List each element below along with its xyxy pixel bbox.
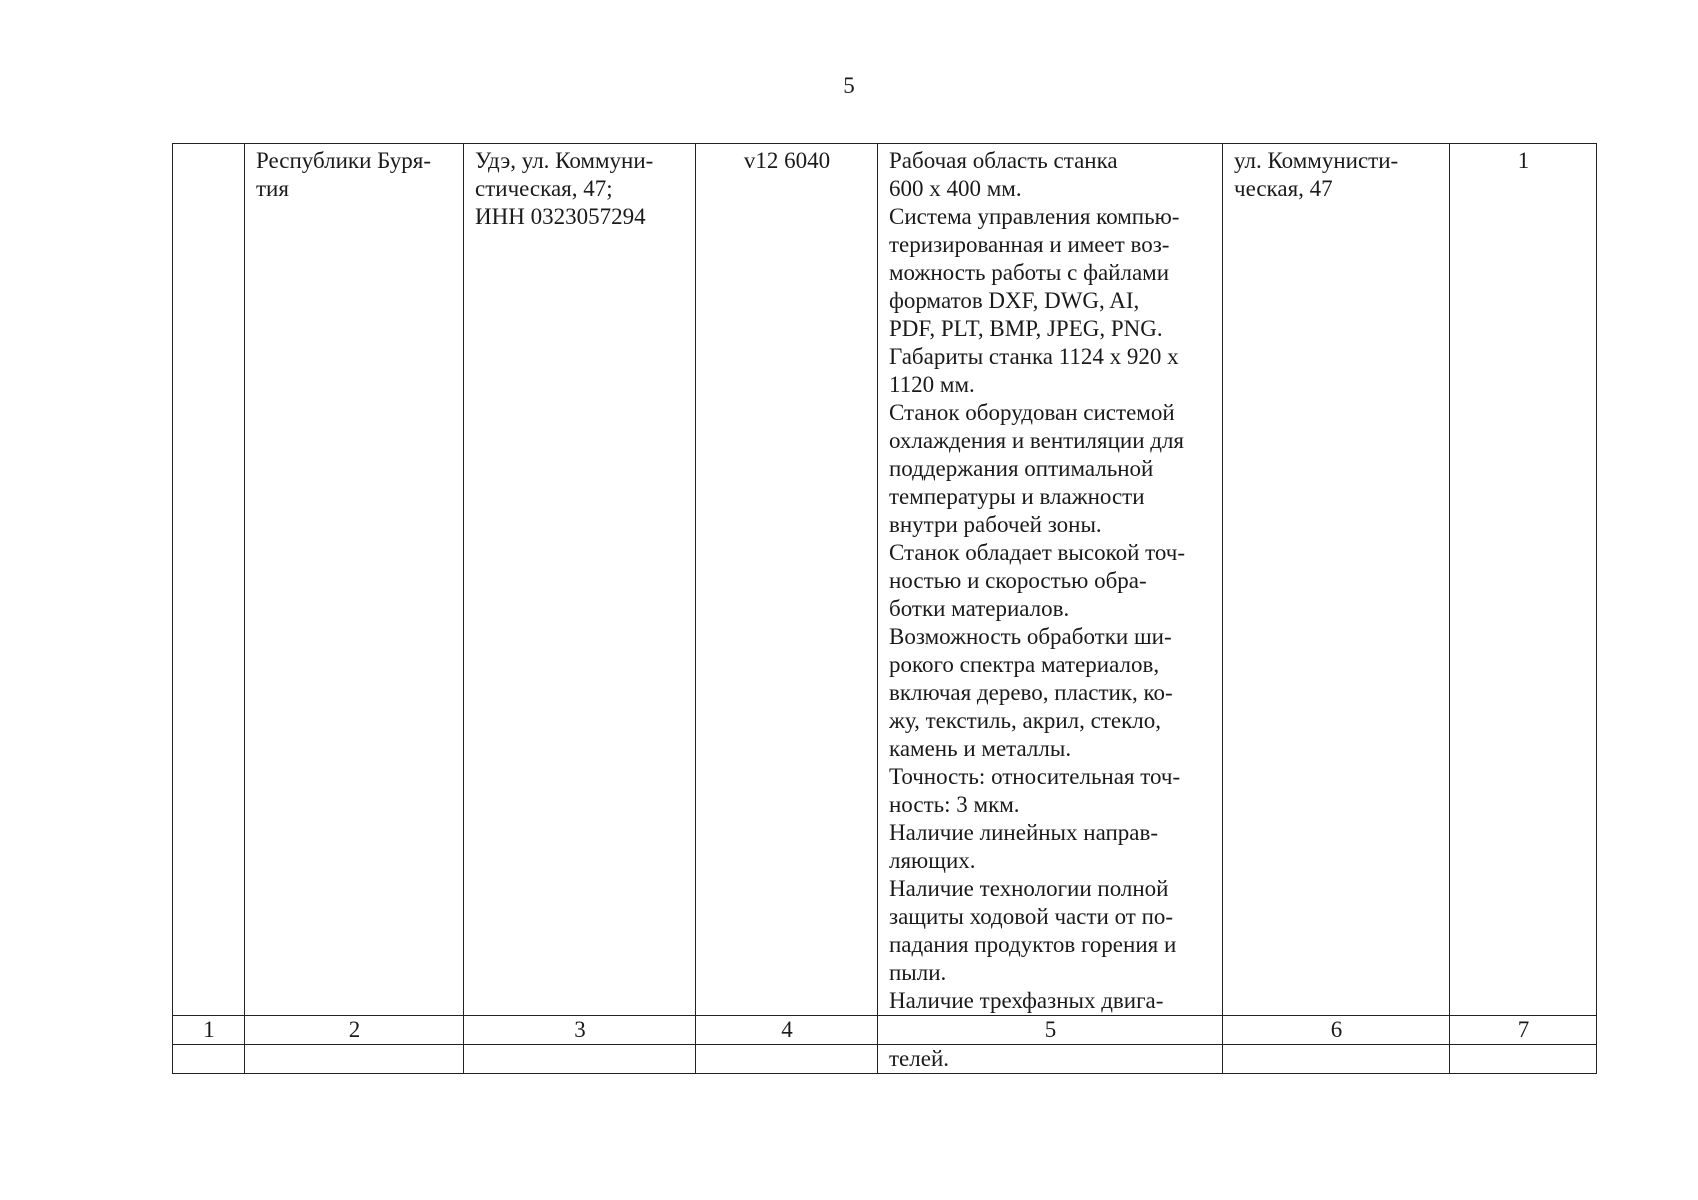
text-line: камень и металлы. (889, 736, 1072, 761)
cell-address (464, 144, 696, 1016)
text-line: Наличие технологии полной (889, 876, 1169, 901)
text-line: ляющих. (889, 848, 976, 873)
text-line: 600 х 400 мм. (889, 176, 1022, 201)
empty-cell (464, 1045, 696, 1074)
column-numbers-row (173, 1016, 1597, 1045)
text-line: 1120 мм. (889, 372, 975, 397)
text-line: защиты ходовой части от по- (889, 904, 1174, 929)
text-line: теризированная и имеет воз- (889, 232, 1170, 257)
text-line: пыли. (889, 960, 947, 985)
text-line: Удэ, ул. Коммуни- (475, 148, 654, 173)
empty-cell (173, 1045, 245, 1074)
cell-description-continued: телей. (878, 1045, 1223, 1074)
text-line: ность: 3 мкм. (889, 792, 1020, 817)
column-number: 1 (173, 1016, 245, 1045)
text-line: внутри рабочей зоны. (889, 512, 1102, 537)
cell-location (1223, 144, 1450, 1016)
text-line: ностью и скоростью обра- (889, 568, 1147, 593)
column-number: 6 (1223, 1016, 1450, 1045)
text-line: стическая, 47; (475, 176, 613, 201)
cell-quantity: 1 (1450, 144, 1597, 1016)
text-line: можность работы с файлами (889, 260, 1170, 285)
text-line: Габариты станка 1124 х 920 х (889, 344, 1179, 369)
column-number: 4 (696, 1016, 878, 1045)
cell-region (245, 144, 464, 1016)
text-line: Станок оборудован системой (889, 400, 1175, 425)
text-line: падания продуктов горения и (889, 932, 1177, 957)
text-line: ул. Коммунисти- (1234, 148, 1399, 173)
empty-cell (696, 1045, 878, 1074)
column-number: 7 (1450, 1016, 1597, 1045)
text-line: охлаждения и вентиляции для (889, 428, 1185, 453)
column-number: 3 (464, 1016, 696, 1045)
text-line: Система управления компью- (889, 204, 1180, 229)
column-number: 2 (245, 1016, 464, 1045)
continuation-row (173, 1045, 1597, 1074)
text-line: поддержания оптимальной (889, 456, 1154, 481)
specification-table (172, 143, 1597, 1074)
text-line: температуры и влажности (889, 484, 1145, 509)
text-line: Наличие трехфазных двига- (889, 988, 1164, 1013)
text-line: тия (256, 176, 289, 201)
text-line: Точность: относительная точ- (889, 764, 1181, 789)
text-line: Наличие линейных направ- (889, 820, 1159, 845)
text-line: Возможность обработки ши- (889, 624, 1172, 649)
column-number: 5 (878, 1016, 1223, 1045)
text-line: Республики Буря- (256, 148, 432, 173)
text-line: Рабочая область станка (889, 148, 1118, 173)
empty-cell (245, 1045, 464, 1074)
cell-number (173, 144, 245, 1016)
text-line: форматов DXF, DWG, AI, (889, 288, 1140, 313)
page-number: 5 (843, 73, 855, 98)
text-line: рокого спектра материалов, (889, 652, 1160, 677)
text-line: ческая, 47 (1234, 176, 1333, 201)
empty-cell (1450, 1045, 1597, 1074)
text-line: PDF, PLT, BMP, JPEG, PNG. (889, 316, 1163, 341)
cell-description (878, 144, 1223, 1016)
text-line: ботки материалов. (889, 596, 1070, 621)
table-row (173, 144, 1597, 1016)
text-line: Станок обладает высокой точ- (889, 540, 1186, 565)
empty-cell (1223, 1045, 1450, 1074)
text-line: включая дерево, пластик, ко- (889, 680, 1173, 705)
text-line: ИНН 0323057294 (475, 204, 646, 229)
text-line: жу, текстиль, акрил, стекло, (889, 708, 1162, 733)
cell-model: v12 6040 (696, 144, 878, 1016)
